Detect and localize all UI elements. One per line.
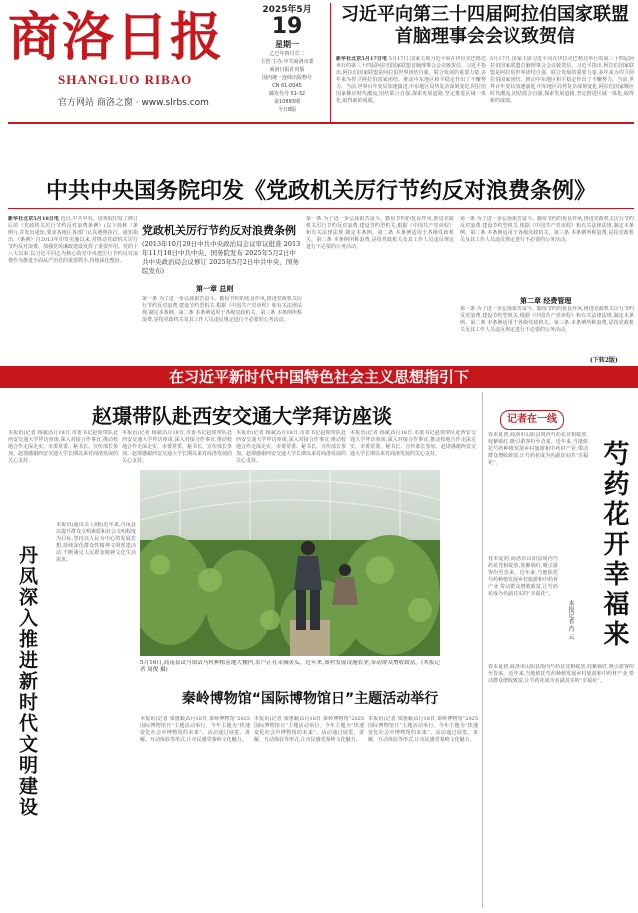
- publisher-info: 主管·主办:中共商洛市委: [260, 59, 314, 65]
- headline-rule: [8, 208, 634, 209]
- story-2-body-2: 本报讯(记者 杨斌)5月18日,市委书记赵璟带队赴西安交通大学拜访座谈,深入对接合作事宜,推动校地合作走深走实。市委常委、秘书长、宣传部长参加。赵璟感谢西安交通大学长期以来对商洛发展的关心支持。: [122, 430, 232, 464]
- story-2-body-4: 本报讯(记者 杨斌)5月18日,市委书记赵璟带队赴西安交通大学拜访座谈,深入对接合作事宜,推动校地合作走深走实。市委常委、秘书长、宣传部长参加。赵璟感谢西安交通大学长期以来对商洛发展的关心支持。: [350, 430, 476, 457]
- story-2-body-1: 本报讯(记者 杨斌)5月18日,市委书记赵璟带队赴西安交通大学拜访座谈,深入对接合作事宜,推动校地合作走深走实。市委常委、秘书长、宣传部长参加。赵璟感谢西安交通大学长期以来对商洛发展的关心支持。: [8, 430, 118, 464]
- greenhouse-photo: [140, 470, 440, 656]
- lead-body-text: 5月17日,国家主席习近平向在伊拉克巴格达举行的第三十四届阿拉伯国家联盟首脑理事会会议致贺信。习近平指出,阿拉伯国家联盟是阿拉伯世界团结自强、联合发展的重要力量,多年来为捍卫阿拉伯国家团结、推动中东地区和平稳定作出了不懈努力。当前,世界百年变局加速演进,中东地区局势复杂深刻变化,阿拉伯国家顺应时代潮流,团结联合自强,探索发展道路,坚定推进区域一体化,取得新的成绩。: [336, 56, 486, 104]
- regulation-subtitle: (2013年10月29日中共中央政治局会议审议批准 2013年11月18日中共中央、国务院发布 2025年5月2日中共中央政治局会议修订 2025年5月2日中共中央、国务院发布): [142, 240, 301, 275]
- main-body-text: 近日,中共中央、国务院印发了修订后的《党政机关厉行节约反对浪费条例》(以下简称《条例》),并发出通知,要求各地区各部门认真遵照执行。通知指出,《条例》自2013年印发实施以来,对推动党政机关厉行节约反对浪费、加强党风廉政建设发挥了重要作用。党的十八大以来,以习近平同志为核心的党中央把厉行节约反对浪费作为推进全面从严治党的重要抓手,持续深化整治。: [8, 216, 138, 264]
- main-dateline: 新华社北京5月18日电: [8, 216, 59, 222]
- story-2-body-3: 本报讯(记者 杨斌)5月18日,市委书记赵璟带队赴西安交通大学拜访座谈,深入对接合作事宜,推动校地合作走深走实。市委常委、秘书长、宣传部长参加。赵璟感谢西安交通大学长期以来对商洛发展的关心支持。: [236, 430, 346, 464]
- story-2-headline: 赵璟带队赴西安交通大学拜访座谈: [92, 404, 392, 428]
- publisher-info: CN 61-0045: [272, 83, 302, 89]
- column-tag: 记者在一线: [500, 410, 564, 430]
- lead-title-line-2: 首脑理事会会议致贺信: [395, 26, 575, 47]
- date-box: [256, 2, 318, 120]
- column-author: 本报记者 肖 云: [567, 600, 574, 640]
- website-label: 官方网站 商洛之窗 · www.slrbs.com: [58, 98, 209, 108]
- column-body-2: 春末夏初,商洛市山阳县境内芍药花竞相绽放,姹紫嫣红,吸引游客纷至沓来。近年来,当地依托芍药种植发展乡村旅游和中药材产业,带动群众增收致富,让芍药花成为名副其实的“幸福花”。: [488, 556, 558, 597]
- regulation-body-1: 第一条 为了进一步弘扬艰苦奋斗、勤俭节约的优良作风,推进党政机关厉行节约反对浪费,建设节约型机关,根据《中国共产党章程》和有关法律法规,制定本条例。第二条 本条例适用于各级党政机关。第三条 本条例所称浪费,是指党政机关及其工作人员违反规定进行不必要的公务活动。: [142, 296, 302, 323]
- main-headline: 中共中央国务院印发《党政机关厉行节约反对浪费条例》: [45, 179, 596, 204]
- issue-number: 第10893期: [274, 99, 300, 105]
- publisher-info: 邮发代号 51-32: [268, 91, 306, 97]
- column-body-3: 春末夏初,商洛市山阳县境内芍药花竞相绽放,姹紫嫣红,吸引游客纷至沓来。近年来,当地依托芍药种植发展乡村旅游和中药材产业,带动群众增收致富,让芍药花成为名副其实的“幸福花”。: [488, 664, 634, 684]
- story-4-body-3: 本报讯(记者 梁惠颖)5月18日,秦岭博物馆“2025国际博物馆日”主题活动举行。今年主题为“快速变化社会中博物馆的未来”。活动通过展览、讲解、互动体验等形式,让市民感受秦岭文化魅力。: [368, 716, 478, 743]
- story-4-body-1: 本报讯(记者 梁惠颖)5月18日,秦岭博物馆“2025国际博物馆日”主题活动举行。今年主题为“快速变化社会中博物馆的未来”。活动通过展览、讲解、互动体验等形式,让市民感受秦岭文化魅力。: [140, 716, 250, 743]
- story-4-headline: 秦岭博物馆“国际博物馆日”主题活动举行: [181, 691, 439, 707]
- column-divider: [330, 3, 331, 123]
- column-divider: [482, 392, 483, 908]
- regulation-title: 党政机关厉行节约反对浪费条例: [142, 224, 296, 237]
- regulation-body-4: 第一条 为了进一步弘扬艰苦奋斗、勤俭节约的优良作风,推进党政机关厉行节约反对浪费,建设节约型机关,根据《中国共产党章程》和有关法律法规,制定本条例。第二条 本条例适用于各级党政机关。第三条 本条例所称浪费,是指党政机关及其工作人员违反规定进行不必要的公务活动。: [460, 306, 634, 333]
- chapter-2-heading: 第二章 经费管理: [520, 297, 572, 305]
- greenhouse-illustration: [140, 470, 440, 656]
- column-title: 芍药花开幸福来: [599, 440, 629, 650]
- main-story-body: [8, 216, 138, 362]
- publisher-info: 商洛日报社出版: [269, 67, 305, 73]
- story-3-body: 本报讯(通讯员 闫刚)近年来,丹凤县以提升群众文明素质和社会文明程度为目标,坚持以人民为中心的发展思想,持续深化群众性精神文明创建活动,不断满足人民群众精神文化生活需求。: [56, 522, 136, 563]
- lead-story-body-2: [490, 56, 634, 122]
- story-3-headline: 丹凤深入推进新时代文明建设: [16, 545, 38, 818]
- lunar-date: 乙巳年四月廿二: [269, 51, 305, 57]
- continue-note: (下转2版): [590, 357, 618, 364]
- lead-body-text-continued: 5月17日,国家主席习近平向在伊拉克巴格达举行的第三十四届阿拉伯国家联盟首脑理事会会议致贺信。习近平指出,阿拉伯国家联盟是阿拉伯世界团结自强、联合发展的重要力量,多年来为捍卫阿拉伯国家团结、推动中东地区和平稳定作出了不懈努力。当前,世界百年变局加速演进,中东地区局势复杂深刻变化,阿拉伯国家顺应时代潮流,团结联合自强,探索发展道路,坚定推进区域一体化,取得新的成绩。: [490, 56, 634, 104]
- masthead-pinyin: SHANGLUO RIBAO: [58, 72, 193, 87]
- lead-title-line-1: 习近平向第三十四届阿拉伯国家联盟: [341, 4, 629, 25]
- masthead-rule: [8, 122, 634, 124]
- section-banner: 在习近平新时代中国特色社会主义思想指引下: [0, 366, 638, 388]
- story-4-body-2: 本报讯(记者 梁惠颖)5月18日,秦岭博物馆“2025国际博物馆日”主题活动举行。今年主题为“快速变化社会中博物馆的未来”。活动通过展览、讲解、互动体验等形式,让市民感受秦岭文化魅力。: [254, 716, 364, 743]
- regulation-body-3: 第一条 为了进一步弘扬艰苦奋斗、勤俭节约的优良作风,推进党政机关厉行节约反对浪费,建设节约型机关,根据《中国共产党章程》和有关法律法规,制定本条例。第二条 本条例适用于各级党政机关。第三条 本条例所称浪费,是指党政机关及其工作人员违反规定进行不必要的公务活动。: [460, 216, 634, 243]
- lead-story-body-1: [336, 56, 486, 122]
- page-count: 今日8版: [277, 107, 297, 113]
- column-body-1: 春末夏初,商洛市山阳县境内芍药花竞相绽放,姹紫嫣红,吸引游客纷至沓来。近年来,当地依托芍药种植发展乡村旅游和中药材产业,带动群众增收致富,让芍药花成为名副其实的“幸福花”。: [488, 432, 588, 466]
- chapter-1-heading: 第一章 总则: [196, 285, 234, 293]
- photo-caption: 5月16日,商南县试马镇试马村种植基地大棚内,农户正在采摘黄瓜。近年来,该村发展设施农业,带动群众增收致富。(本报记者 周俊 摄): [140, 660, 440, 673]
- masthead-title: 商洛日报: [8, 7, 225, 68]
- publisher-info: 国内统一连续出版物号: [261, 75, 312, 81]
- lead-story-title: [336, 4, 634, 48]
- date-year-month: 2025年5月: [262, 5, 312, 15]
- lead-dateline: 新华社北京5月17日电: [336, 56, 388, 62]
- regulation-body-2: 第一条 为了进一步弘扬艰苦奋斗、勤俭节约的优良作风,推进党政机关厉行节约反对浪费,建设节约型机关,根据《中国共产党章程》和有关法律法规,制定本条例。第二条 本条例适用于各级党政机关。第三条 本条例所称浪费,是指党政机关及其工作人员违反规定进行不必要的公务活动。: [306, 216, 454, 250]
- date-weekday: 星期一: [275, 40, 299, 49]
- date-day: 19: [271, 14, 303, 39]
